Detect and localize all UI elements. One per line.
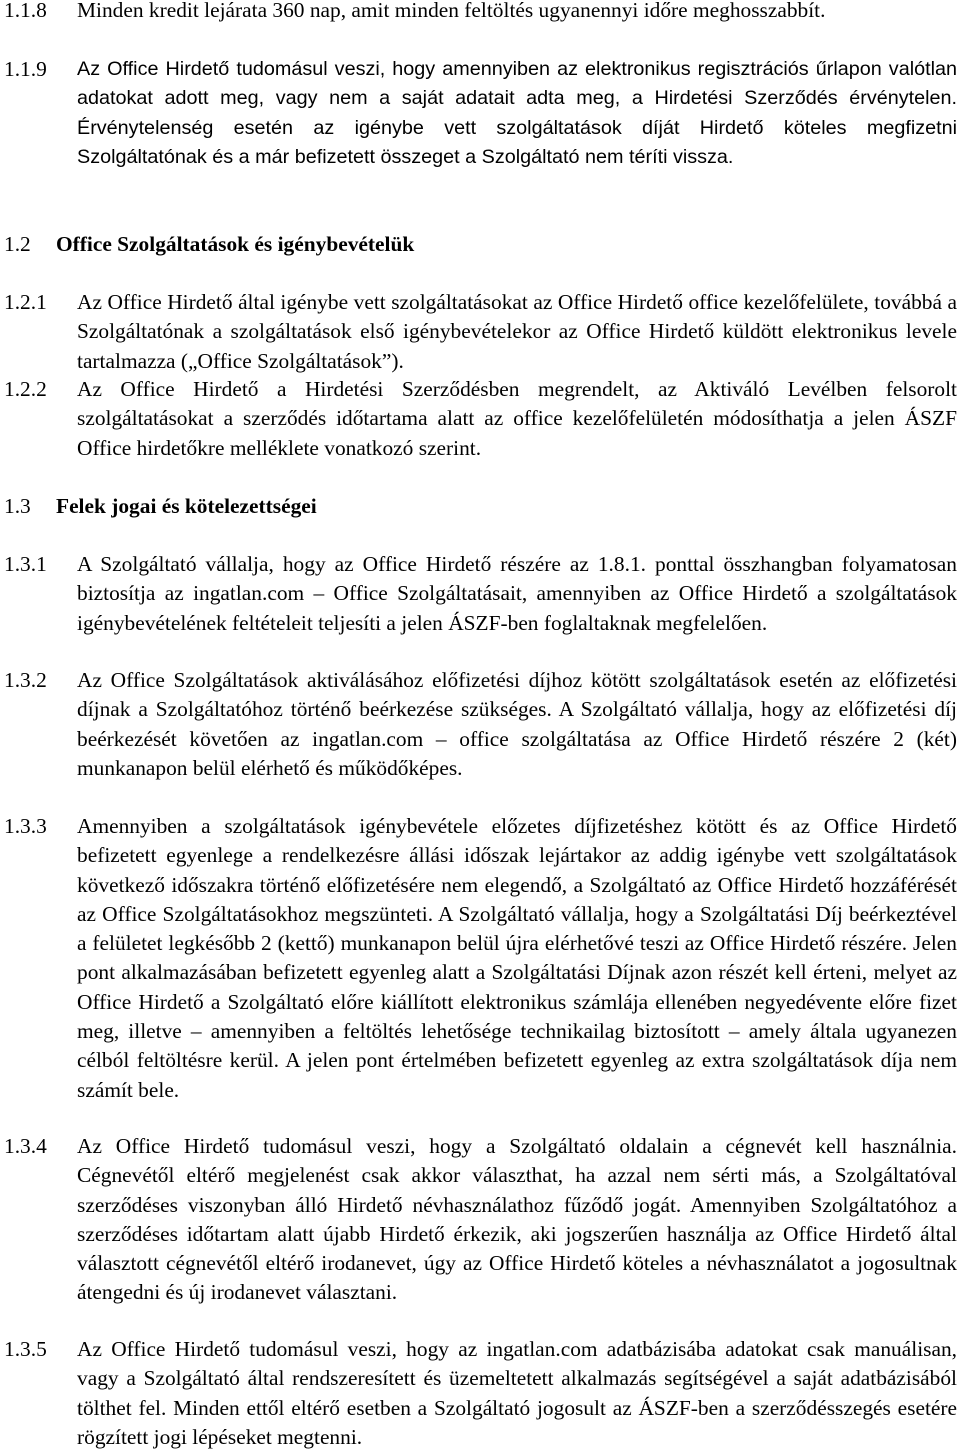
clause-number: 1.1.8 [4, 0, 47, 22]
clause-1-1-8 [4, 0, 954, 26]
section-number: 1.3 [4, 494, 31, 518]
clause-text: Minden kredit lejárata 360 nap, amit minden feltöltés ugyanennyi időre meghosszabbít. [77, 0, 826, 22]
clause-text [77, 55, 957, 172]
clause-number: 1.2.2 [4, 377, 47, 401]
clause-1-1-9 [4, 55, 957, 172]
section-heading-1-3 [4, 492, 954, 521]
clause-text: Az Office Hirdető a Hirdetési Szerződésben megrendelt, az Aktiváló Levélben felsorolt szolgáltatásokat a szerződés időtartama alatt az office kezelőfelületén módosíthatja a jelen ÁSZF Office hirdetőkre melléklete vonatkozó szerint. [77, 377, 957, 460]
clause-1-3-5 [4, 1335, 957, 1452]
clause-text: Az Office Hirdető tudomásul veszi, hogy az ingatlan.com adatbázisába adatokat csak manuálisan, vagy a Szolgáltató által rendszeresített és üzemeltetett alkalmazás segítségével a saját adatbázisából tölthet fel. Minden ettől eltérő esetben a Szolgáltató jogosult az ÁSZF-ben a szerződésszegés esetére rögzített jogi lépéseket megtenni. [77, 1337, 957, 1449]
section-number: 1.2 [4, 232, 31, 256]
section-heading-1-2 [4, 230, 954, 259]
clause-number: 1.3.1 [4, 552, 47, 576]
clause-1-3-2 [4, 666, 957, 783]
clause-1-3-1 [4, 550, 957, 638]
clause-number: 1.3.5 [4, 1337, 47, 1361]
clause-1-2-1 [4, 288, 957, 376]
section-title: Felek jogai és kötelezettségei [56, 494, 317, 518]
clause-1-3-4 [4, 1132, 957, 1308]
clause-number: 1.1.9 [4, 57, 47, 81]
clause-text: A Szolgáltató vállalja, hogy az Office Hirdető részére az 1.8.1. ponttal összhangban folyamatosan biztosítja az ingatlan.com – Office Szolgáltatásait, amennyiben az Office Hirdető a szolgáltatások igénybevételének feltételeit teljesíti a jelen ÁSZF-ben foglaltaknak megfelelően. [77, 552, 957, 635]
clause-number: 1.2.1 [4, 290, 47, 314]
clause-text-part-a: Az Office Hirdető tudomásul veszi, hogy amennyiben az elektronikus regisztrációs űrlapon valótlan adatokat adott meg, vagy nem a saját adatait adta meg, a Hirdetési Szerződés érvénytelen. [77, 58, 957, 110]
clause-number: 1.3.4 [4, 1134, 47, 1158]
clause-1-3-3 [4, 812, 957, 1105]
clause-text: Az Office Hirdető tudomásul veszi, hogy a Szolgáltató oldalain a cégnevét kell használnia. Cégnevétől eltérő megjelenést csak akkor választhat, ha azzal nem sérti más, a Szolgáltatóval szerződéses viszonyban álló Hirdető névhasználathoz fűződő jogát. Amennyiben Szolgáltatóhoz a szerződéses időtartam alatt újabb Hirdető érkezik, aki jogszerűen használja az Office Hirdető által választott cégnevétől eltérő irodanevet, úgy az Office Hirdető köteles a névhasználatot a jogosultnak átengedni és új irodanevet választani. [77, 1134, 957, 1305]
section-title: Office Szolgáltatások és igénybevételük [56, 232, 415, 256]
clause-text: Az Office Szolgáltatások aktiválásához előfizetési díjhoz kötött szolgáltatások esetén az előfizetési díjnak a Szolgáltatóhoz történő beérkezése szükséges. A Szolgáltató vállalja, hogy az előfizetési díj beérkezését követően az ingatlan.com – office szolgáltatása az Office Hirdető részére 2 (két) munkanapon belül elérhető és működőképes. [77, 668, 957, 780]
clause-1-2-2 [4, 375, 957, 463]
clause-text-part-b: Érvénytelenség esetén az igénybe vett szolgáltatások díját Hirdető köteles megfizetni Szolgáltatónak és a már befizetett összeget a Szolgáltató nem téríti vissza. [77, 116, 957, 168]
clause-number: 1.3.3 [4, 814, 47, 838]
clause-text: Az Office Hirdető által igénybe vett szolgáltatásokat az Office Hirdető office kezelőfelülete, továbbá a Szolgáltatónak a szolgáltatások első igénybevételekor az Office Hirdető küldött elektronikus levele tartalmazza („Office Szolgáltatások”). [77, 290, 957, 373]
clause-text: Amennyiben a szolgáltatások igénybevétele előzetes díjfizetéshez kötött és az Office Hirdető befizetett egyenlege a rendelkezésre állási időszak lejártakor az addig igénybe vett szolgáltatások következő időszakra történő előfizetésére nem elegendő, a Szolgáltató az Office Hirdető hozzáférését az Office Szolgáltatásokhoz megszünteti. A Szolgáltató vállalja, hogy a Szolgáltatási Díj beérkeztével a felületet legkésőbb 2 (kettő) munkanapon belül újra elérhetővé teszi az Office Hirdető részére. Jelen pont alkalmazásában befizetett egyenleg alatt a Szolgáltatási Díjnak azon részét kell érteni, melyet az Office Hirdető a Szolgáltató előre kiállított elektronikus számlája ellenében negyedévente előre fizet meg, illetve – amennyiben a feltöltés lehetősége technikailag biztosított – amely általa ugyanezen célból feltöltésre kerül. A jelen pont értelmében befizetett egyenleg az extra szolgáltatások díja nem számít bele. [77, 814, 957, 1102]
clause-number: 1.3.2 [4, 668, 47, 692]
